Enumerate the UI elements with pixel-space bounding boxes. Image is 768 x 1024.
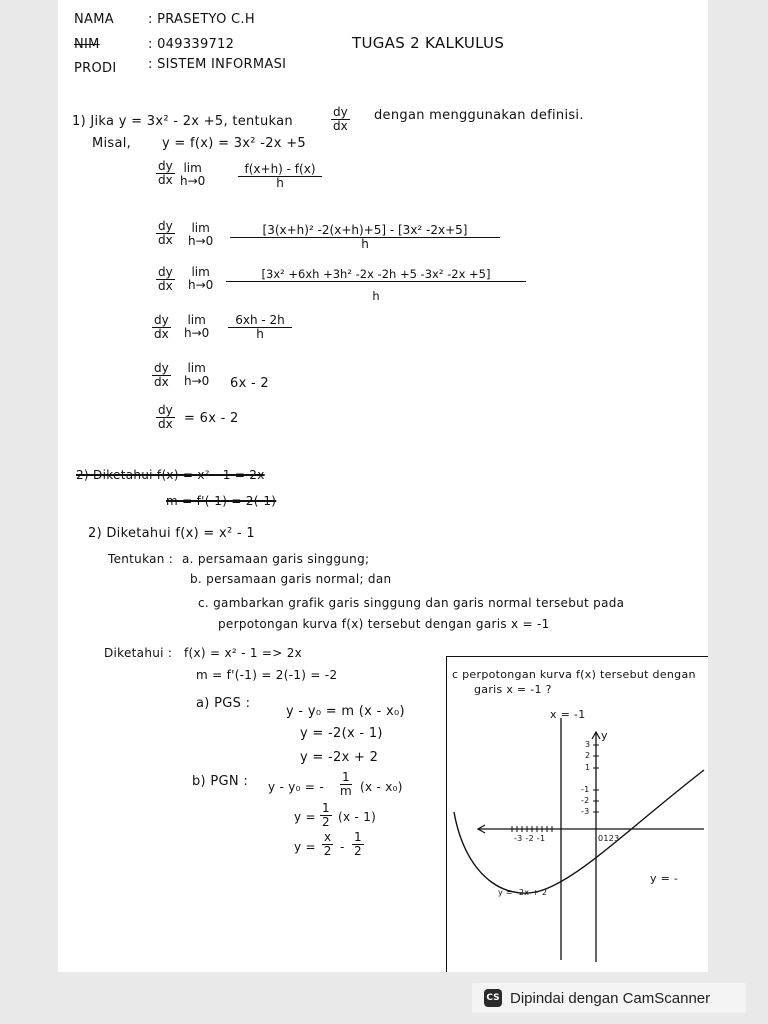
q2-a-line1: y - y₀ = m (x - x₀) [286, 704, 405, 719]
q1-step3-lim: lim h→0 [188, 265, 214, 292]
q2-tentukan-label: Tentukan : [108, 552, 174, 566]
c-title-1: c perpotongan kurva f(x) tersebut dengan [452, 668, 696, 681]
q2-dik-m: m = f'(-1) = 2(-1) = -2 [196, 668, 338, 682]
nama-label: NAMA [74, 12, 114, 27]
prodi-value: : SISTEM INFORMASI [148, 57, 287, 72]
c-title-2: garis x = -1 ? [474, 683, 552, 696]
q2-a-line2: y = -2(x - 1) [300, 726, 383, 741]
graph-ytick-neg3: -3 [581, 807, 590, 816]
q1-result-dydx: $\frac{dy}{dx}$ [158, 403, 173, 431]
q1-step3-dydx: $\frac{dy}{dx}$ [158, 265, 173, 293]
graph-tangent-label: y = -2x + 2 [498, 888, 548, 897]
q1-step1-dydx: $\frac{dy}{dx}$ [158, 159, 173, 187]
q2-b3-fraction-2: $\frac{1}{2}$ [354, 830, 362, 858]
struck-line-1: 2) Diketahui f(x) = x² - 1 = 2x [76, 468, 265, 482]
q2-b2-left: y = [294, 810, 316, 824]
q1-prompt-end: dengan menggunakan definisi. [374, 108, 584, 123]
q2-item-b: b. persamaan garis normal; dan [190, 572, 392, 586]
q1-step2-lim: lim h→0 [188, 221, 214, 248]
struck-line-2: m = f'(-1) = 2(-1) [166, 494, 277, 508]
q2-b2-right: (x - 1) [338, 810, 377, 824]
q1-step1-fraction: $\frac{f(x+h) - f(x)}{h}$ [238, 163, 322, 190]
q1-step3-fraction: $\frac{\text{[3x² +6xh +3h² -2x -2h +5 -3x² -2x +5]}}{h}$ [226, 268, 526, 303]
q1-step5-lim: lim h→0 [184, 361, 210, 388]
q1-misal: Misal, [92, 136, 132, 151]
graph-normal-label: y = - [650, 872, 679, 885]
q2-b1-left: y - y₀ = - [268, 780, 324, 794]
q1-step5-dydx: $\frac{dy}{dx}$ [154, 361, 169, 389]
q2-given: 2) Diketahui f(x) = x² - 1 [88, 526, 255, 541]
q2-dik-label: Diketahui : [104, 646, 173, 660]
q2-a-line3: y = -2x + 2 [300, 750, 379, 765]
q2-b3-left: y = [294, 840, 316, 854]
q1-step1-lim: lim h→0 [180, 161, 206, 188]
camscanner-watermark [472, 983, 746, 1013]
q2-b-label: b) PGN : [192, 774, 249, 789]
nim-value: : 049339712 [148, 37, 235, 52]
q1-step4-dydx: $\frac{dy}{dx}$ [154, 313, 169, 341]
q1-step2-dydx: $\frac{dy}{dx}$ [158, 219, 173, 247]
q1-step2-fraction: $\frac{\text{[3(x+h)² -2(x+h)+5] - [3x² -2x+5]}}{h}$ [230, 224, 500, 251]
graph-ytick-neg2: -2 [581, 796, 590, 805]
q1-step4-fraction: $\frac{6xh - 2h}{h}$ [228, 314, 292, 341]
q1-prompt: 1) Jika y = 3x² - 2x +5, tentukan [72, 114, 293, 129]
graph-xline-label: x = -1 [550, 708, 586, 721]
graph-x-neg-labels: -3 -2 -1 [514, 834, 546, 843]
q1-result: = 6x - 2 [184, 411, 239, 426]
q2-dik-f: f(x) = x² - 1 => 2x [184, 646, 303, 660]
graph-yaxis-label: y [601, 729, 608, 742]
prodi-label: PRODI [74, 61, 117, 76]
graph-ytick-3: 3 [585, 740, 591, 749]
nim-label: NIM [74, 37, 100, 52]
q1-step4-lim: lim h→0 [184, 313, 210, 340]
q2-a-label: a) PGS : [196, 696, 251, 711]
q2-b2-fraction: $\frac{1}{2}$ [322, 801, 330, 829]
q2-b3-minus: - [340, 840, 345, 854]
camscanner-logo-icon: CS [484, 989, 502, 1007]
graph-ytick-1: 1 [585, 763, 591, 772]
q1-prompt-fraction: $\frac{dy}{dx}$ [333, 105, 348, 133]
graph-ytick-2: 2 [585, 751, 591, 760]
q2-b3-fraction-1: $\frac{x}{2}$ [323, 830, 332, 858]
q2-item-a: a. persamaan garis singgung; [182, 552, 370, 566]
q1-function: y = f(x) = 3x² -2x +5 [162, 136, 306, 151]
q2-item-c1: c. gambarkan grafik garis singgung dan garis normal tersebut pada [198, 596, 625, 610]
q2-item-c2: perpotongan kurva f(x) tersebut dengan garis x = -1 [218, 617, 550, 631]
camscanner-text: Dipindai dengan CamScanner [510, 989, 711, 1007]
assignment-title: TUGAS 2 KALKULUS [352, 34, 505, 52]
q2-b1-right: (x - x₀) [360, 780, 403, 794]
nama-value: : PRASETYO C.H [148, 12, 255, 27]
q1-step5-expr: 6x - 2 [230, 376, 269, 391]
q2-b1-fraction: $\frac{1}{m}$ [340, 770, 352, 798]
graph-ytick-neg1: -1 [581, 785, 590, 794]
graph-x-pos-labels: 0123 [598, 834, 620, 843]
